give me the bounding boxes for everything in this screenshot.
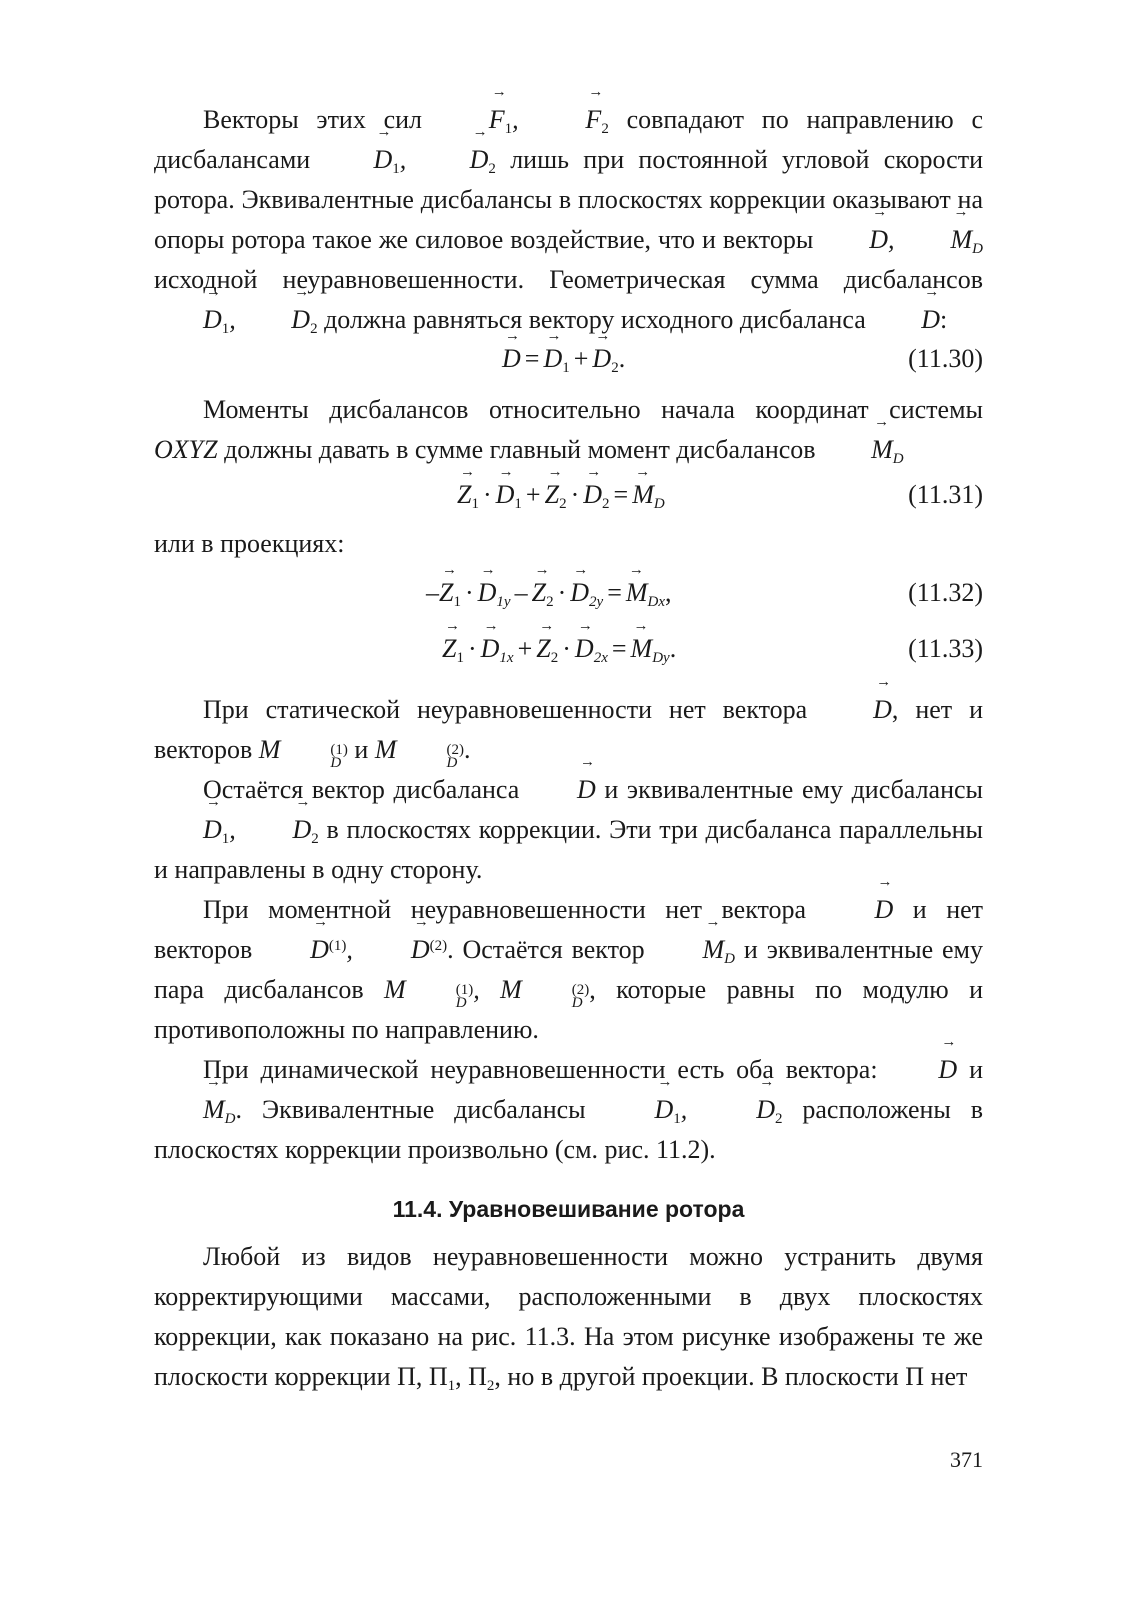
math-d: → D	[872, 305, 940, 334]
paragraph-2	[154, 390, 983, 470]
math-d: → D	[826, 895, 894, 924]
text: , нет и векторов	[154, 695, 984, 764]
math-d1-d2: → $D_1$, → $D_2$	[154, 305, 318, 334]
text: , П	[455, 1362, 487, 1391]
math-oxyz: OXYZ	[154, 435, 218, 464]
formula: –→ $Z_1 \cdot\to D_{1y} -\to Z_2 \cdot\to D_{2y} =\to M_{Dx}$,	[426, 578, 672, 608]
text: расположены в плоскостях коррекции произвольно (см. рис. 11.2).	[154, 1095, 984, 1164]
formula: → $Z_1 \cdot\to D_1 +\to Z_2 \cdot\to D_2 =\to M_D$	[457, 480, 665, 510]
equation-number: (11.32)	[908, 578, 983, 607]
formula: → $D =\to D_1 +\to D_2$.	[502, 344, 625, 374]
text: При динамической неуравновешенности есть оба вектора:	[203, 1055, 878, 1084]
paragraph-7: При динамической неуравновешенности есть оба вектора: → D $и \to M_D$. Эквивалентные дисбалансы → $D_1$, → $D_2$ расположены в плоскостях коррекции произвольно (см. рис. 11.2).	[154, 1050, 983, 1170]
math-md: → $M_D$	[654, 935, 736, 964]
text: . Остаётся вектор	[447, 935, 645, 964]
math-d: → D	[824, 695, 892, 724]
text: При статической неуравновешенности нет вектора	[203, 695, 808, 724]
text: исходной неуравновешенности. Геометрическая сумма дисбалансов	[154, 265, 983, 294]
text: и	[969, 1055, 983, 1084]
page-number: 371	[950, 1447, 983, 1472]
math-d1-d2: → $D_1$, → $D_2$	[325, 145, 496, 174]
text: и эквивалентные ему дисбалансы	[604, 775, 984, 804]
equation-11-31	[154, 476, 983, 522]
math-md1: M (1) D	[258, 735, 348, 771]
text: Векторы этих сил	[203, 105, 423, 134]
text: должна равняться вектору исходного дисбаланса	[324, 305, 866, 334]
section-heading: 11.4. Уравновешивание ротора	[392, 1196, 745, 1222]
equation-11-33	[154, 630, 983, 676]
math-md: → $M_D$	[154, 1095, 236, 1124]
text: и	[354, 735, 369, 764]
text: лишь при постоянной угловой скорости ротора. Эквивалентные дисбалансы в плоскостях коррекции оказывают на опоры ротора такое же силовое воздействие, что и векторы	[154, 145, 984, 254]
paragraph-5	[154, 770, 983, 890]
paragraph-1: Векторы этих сил → $F_1$, → $F_2$ совпадают по направлению с дисбалансами → $D_1$, → $D_2$ лишь при постоянной угловой скорости ротора. Эквивалентные дисбалансы в плоскостях коррекции оказывают на опоры ротора такое же силовое воздействие, что и векторы → D, → $M_D$ исходной неуравновешенности. Геометрическая сумма дисбалансов → $D_1$, → $D_2$ должна равняться вектору исходного дисбаланса → D:	[154, 100, 983, 340]
math-d: → D	[889, 1055, 957, 1084]
text: в плоскостях коррекции. Эти три дисбаланса параллельны и направлены в одну сторону.	[154, 815, 984, 884]
equation-11-32	[154, 574, 983, 620]
equation-11-30	[154, 340, 983, 386]
text: , но в другой проекции. В плоскости П нет	[494, 1362, 968, 1391]
math-d1-d2: → $D_1$, → $D_2$	[606, 1095, 783, 1124]
text: Любой из видов неуравновешенности можно устранить двумя корректирующими массами, расположенными в двух плоскостях коррекции, как показано на рис. 11.3. На этом рисунке изображены те же плоскости коррекции П, П	[154, 1242, 983, 1391]
text: При моментной неуравновешенности нет вектора	[203, 895, 807, 924]
text: совпадают по направлению с дисбалансами	[154, 105, 984, 174]
math-md: → $M_D$	[822, 435, 904, 464]
text: и нет векторов	[154, 895, 984, 964]
paragraph-3: или в проекциях:	[154, 529, 345, 558]
math-f1-f2: → $F_1$, → $F_2$	[440, 105, 609, 134]
paragraph-4: При статической неуравновешенности нет вектора → D, нет и векторов M (1) D и M (2) D .	[154, 690, 983, 770]
paragraph-8: Любой из видов неуравновешенности можно устранить двумя корректирующими массами, расположенными в двух плоскостях коррекции, как показано на рис. 11.3. На этом рисунке изображены те же плоскости коррекции П, $П_1$, $П_2$, но в другой проекции. В плоскости П нет	[154, 1242, 983, 1394]
page-body	[154, 100, 983, 1397]
equation-number: (11.30)	[908, 344, 983, 373]
equation-number: (11.33)	[908, 634, 983, 663]
math-md1-md2: M (1) D , M (2) D	[384, 975, 590, 1011]
text: , которые равны по модулю и противоположны по направлению.	[154, 975, 983, 1044]
math-d1-d2: → $D_1$, → $D_2$	[154, 815, 319, 844]
paragraph-6	[154, 890, 983, 1050]
math-md2: M (2) D	[374, 735, 465, 771]
equation-number: (11.31)	[908, 480, 983, 509]
math-d-md: → D, → $M_D$	[820, 225, 983, 254]
math-d1-d2-sup: → $D^{(1)}$, → $D^{(2)}$	[261, 935, 447, 964]
formula: → $Z_1 \cdot\to D_{1x} +\to Z_2 \cdot\to D_{2x} =\to M_{Dy}$.	[442, 634, 676, 664]
text: и эквивалентные ему пара дисбалансов	[154, 935, 983, 1004]
text: должны давать в сумме главный момент дисбалансов	[224, 435, 816, 464]
text: Остаётся вектор дисбаланса	[203, 775, 520, 804]
text: Эквивалентные дисбалансы	[261, 1095, 586, 1124]
text: Моменты дисбалансов относительно начала координат системы	[203, 395, 983, 424]
math-d: → D	[528, 775, 596, 804]
